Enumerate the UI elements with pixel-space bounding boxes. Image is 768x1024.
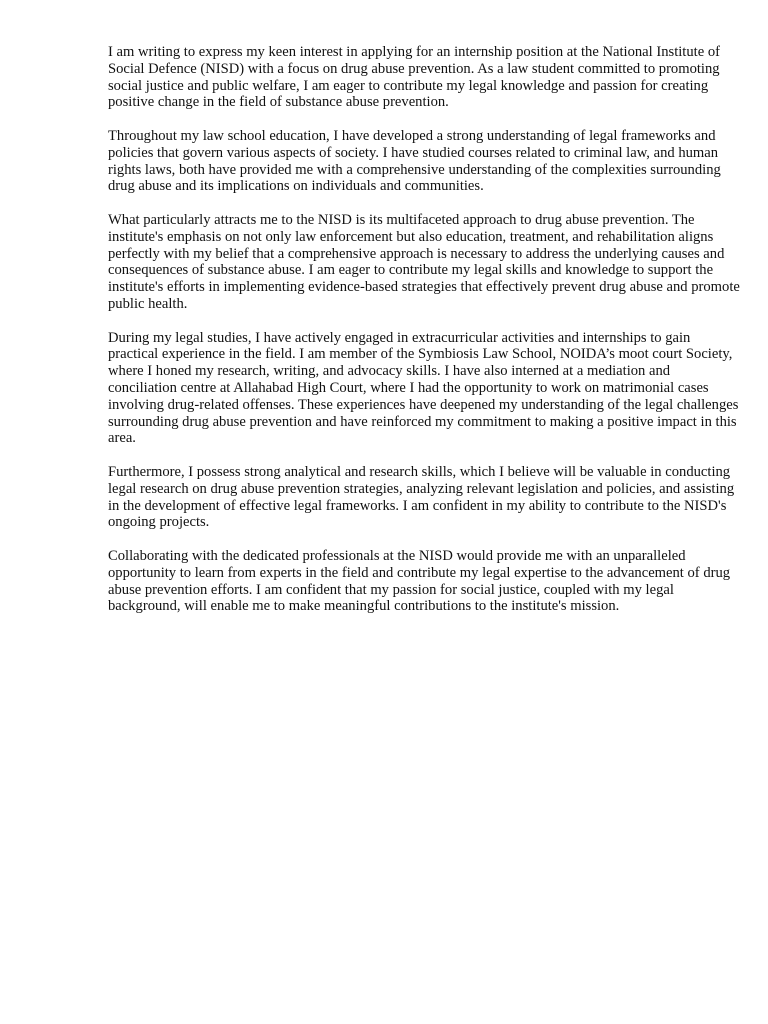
paragraph-skills: Furthermore, I possess strong analytical and research skills, which I believe will be valuable in conducting legal research on drug abuse prevention strategies, analyzing relevant legislation and policies, and assisting in the development of effective legal frameworks. I am confident in my ability to contribute to the NISD's ongoing projects. [108,463,735,531]
paragraph-experience: During my legal studies, I have actively engaged in extracurricular activities and internships to gain practical experience in the field. I am member of the Symbiosis Law School, NOIDA’s moot court Society, where I honed my research, writing, and advocacy skills. I have also interned at a mediation and conciliation centre at Allahabad High Court, where I had the opportunity to work on matrimonial cases involving drug-related offenses. These experiences have deepened my understanding of the legal challenges surrounding drug abuse prevention and have reinforced my commitment to making a positive impact in this area. [108,329,739,447]
letter-body [108,44,740,632]
paragraph-intro: I am writing to express my keen interest in applying for an internship position at the National Institute of Social Defence (NISD) with a focus on drug abuse prevention. As a law student committed to promoting social justice and public welfare, I am eager to contribute my legal knowledge and passion for creating positive change in the field of substance abuse prevention. [108,44,720,111]
paragraph-motivation: What particularly attracts me to the NISD is its multifaceted approach to drug abuse prevention. The institute's emphasis on not only law enforcement but also education, treatment, and rehabilitation aligns perfectly with my belief that a comprehensive approach is necessary to address the underlying causes and consequences of substance abuse. I am eager to contribute my legal skills and knowledge to support the institute's efforts in implementing evidence-based strategies that effectively prevent drug abuse and promote public health. [108,211,740,312]
paragraph-education: Throughout my law school education, I have developed a strong understanding of legal frameworks and policies that govern various aspects of society. I have studied courses related to criminal law, and human rights laws, both have provided me with a comprehensive understanding of the complexities surrounding drug abuse and its implications on individuals and communities. [108,127,721,195]
paragraph-closing: Collaborating with the dedicated professionals at the NISD would provide me with an unparalleled opportunity to learn from experts in the field and contribute my legal expertise to the advancement of drug abuse prevention efforts. I am confident that my passion for social justice, coupled with my legal background, will enable me to make meaningful contributions to the institute's mission. [108,547,731,615]
